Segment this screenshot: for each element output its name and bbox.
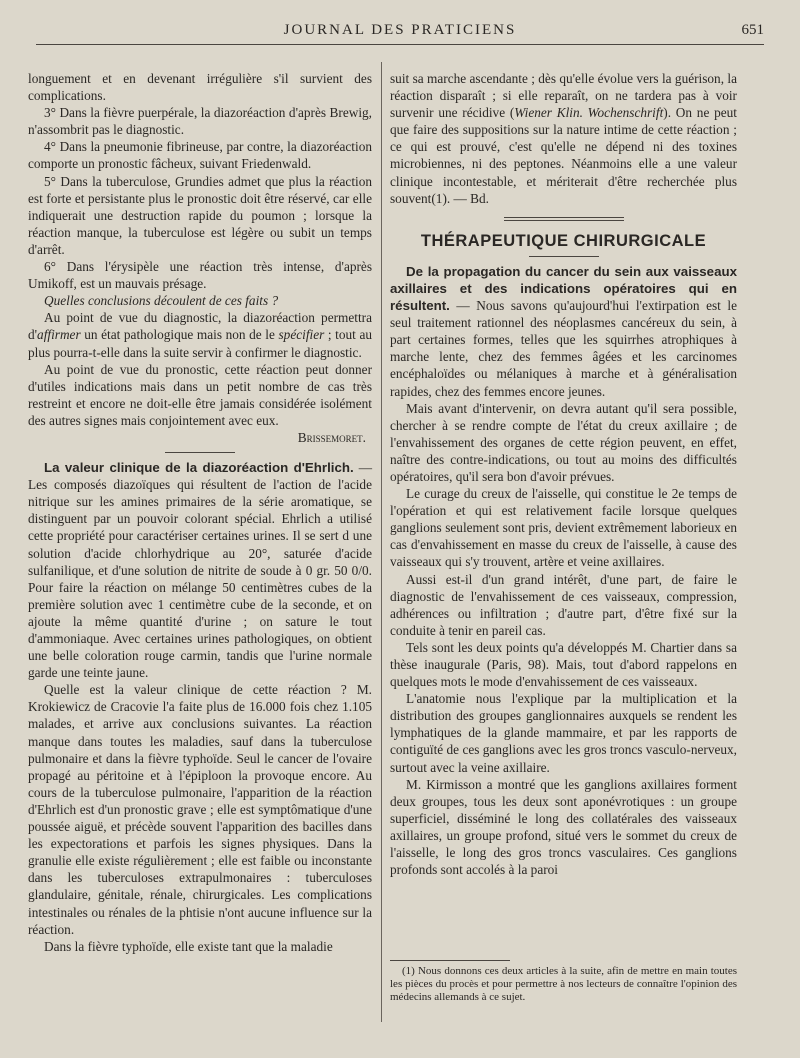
text: — Les composés diazoïques qui résultent de l'action de l'acide nitrique sur les amines primaires de la série aromatique, se distinguent par un pouvoir colorant spécial. Ehrlich a utilisé cette propriété pour caractériser certaines urines. Il se sert d une solution d'acide chlorhydrique au 20°, saturée d'acide sulfanilique, et d'une solution de nitrite de soude à 0 gr. 50 0/0. Pour faire la réaction on mélange 50 centimètres cubes de la première solution avec 1 centimètre cube de la seconde, et on ajoute la même quantité d'urine ; on sature le tout d'ammoniaque. Avec certaines urines pathologiques, on obtient une belle coloration rouge carmin, tandis que l'urine normale garde une teinte jaune. (28, 460, 372, 681)
author-signature: Brissemoret. (297, 429, 366, 445)
text: un état pathologique mais non de le (80, 327, 279, 343)
paragraph: Tels sont les deux points qu'a développés M. Chartier dans sa thèse inaugurale (Paris, 98). Mais, tout d'abord rappelons en quelques mots le mode d'envahissement de ces vaisseaux. (390, 639, 737, 690)
paragraph: M. Kirmisson a montré que les ganglions axillaires forment deux groupes, tous les deux sont aponévrotiques : un groupe superficiel, disséminé le long des collatérales des vaisseaux axillaires, un groupe profond, situé vers le sommet du creux de l'aisselle, le long des gros troncs vasculaires. Ces ganglions profonds sont accolés à la paroi (390, 776, 737, 878)
paragraph: 4° Dans la pneumonie fibrineuse, par contre, la diazoréaction comporte un pronostic fâcheux, suivant Friedenwald. (28, 139, 372, 172)
footnote (390, 965, 737, 1005)
paragraph: Aussi est-il d'un grand intérêt, d'une part, de faire le diagnostic de l'envahissement de ces vaisseaux, compression, adhérences ou infiltration ; d'autre part, d'être fixé sur la conduite à tenir en pareil cas. (390, 571, 737, 638)
right-column (390, 70, 737, 878)
text: ). On ne peut que faire des suppositions sur la nature intime de cette réaction ; ce qui est prouvé, c'est qu'elle ne dépend ni des toxines microbiennes, ni des peptones. Néanmoins elle a une valeur clinique incontestable, et mériterait d'être recherchée plus souvent(1). — Bd. (390, 105, 737, 206)
text: suit sa marche ascendante ; dès qu'elle évolue vers la guérison, la réaction disparaît ; si elle reparaît, on ne tardera pas à voir survenir une récidive ( (390, 71, 737, 121)
left-column (28, 70, 372, 955)
emphasis: spécifier (278, 327, 325, 343)
paragraph: Au point de vue du pronostic, cette réaction peut donner d'utiles indications mais dans un petit nombre de cas très restreint et encore ne doit-elle être jamais considérée isolément des autres signes mais conjointement avec eux. (28, 361, 372, 428)
paragraph: Dans la fièvre typhoïde, elle existe tant que la maladie (44, 938, 333, 954)
page-number: 651 (741, 22, 764, 38)
text: — Nous savons qu'aujourd'hui l'extirpation est le seul traitement rationnel des néoplasmes cancéreux du sein, à part certaines formes, telles que les squirrhes atrophiques à marche lente, chez des femmes âgées et les carcinomes encéphaloïdes ou mélaniques à marche et à généralisation rapides, chez des femmes encore jeunes. (390, 298, 737, 399)
footnote-rule (390, 960, 510, 961)
paragraph (390, 70, 737, 207)
paragraph: longuement et en devenant irrégulière s'il survient des complications. (28, 71, 372, 104)
journal-title: JOURNAL DES PRATICIENS (283, 22, 517, 38)
text: ; tout au plus pourra-t-elle dans la suite servir à confirmer le diagnostic. (28, 327, 373, 360)
paragraph: Quelle est la valeur clinique de cette réaction ? M. Krokiewicz de Cracovie l'a faite plus de 16.000 fois chez 1.105 malades, et arrive aux conclusions suivantes. La réaction manque dans toutes les maladies, sauf dans la tuberculose pulmonaire et dans la fièvre typhoïde. Seul le cancer de l'ovaire propagé au péritoine et à l'épiploon la provoque encore. Au cours de la tuberculose pulmonaire, l'apparition de la réaction d'Ehrlich est d'un pronostic grave ; elle est symptômatique d'une poussée aiguë, et précède souvent l'apparition des bacilles dans les expectorations et parfois les signes physiques. Dans la granulie elle existe régulièrement ; elle est faible ou inconstante dans les tuberculoses extrapulmonaires : tuberculoses glandulaire, génitale, rénale, chirurgicales. Les complications intestinales ou rénales de la phtisie n'ont aucune influence sur la réaction. (28, 682, 372, 937)
column-divider (381, 62, 382, 1022)
text: Au point de vue du diagnostic, la diazoréaction permettra d' (28, 310, 372, 343)
paragraph: Mais avant d'intervenir, on devra autant qu'il sera possible, chercher à se rendre compte de l'état du creux axillaire ; de l'envahissement des organes de cette région peuvent, en effet, naître des contre-indications, ou tout au moins des difficultés opératoires, qu'il sera bon d'avoir prévues. (390, 400, 737, 484)
double-rule (504, 217, 624, 221)
footnote-text: (1) Nous donnons ces deux articles à la suite, afin de mettre en main toutes les pièces du procès et pour permettre à nos lecteurs de connaître l'opinion des médecins allemands à ce sujet. (390, 965, 737, 1004)
section-title: THÉRAPEUTIQUE CHIRURGICALE (420, 231, 707, 250)
running-header (36, 22, 764, 45)
article-title: De la propagation du cancer du sein aux vaisseaux axillaires et des indications opératoires qui en résultent. (390, 263, 737, 314)
separator-rule (165, 452, 235, 453)
paragraph: 6° Dans l'érysipèle une réaction très intense, d'après Umikoff, est un mauvais présage. (28, 259, 372, 292)
paragraph: 5° Dans la tuberculose, Grundies admet que plus la réaction est forte et persistante plus le pronostic doit être réservé, car elle indiquerait une destruction rapide du poumon ; lorsque la réaction manque, la tuberculose est légère ou subit un temps d'arrêt. (28, 173, 372, 257)
separator-rule (529, 256, 599, 257)
paragraph: 3° Dans la fièvre puerpérale, la diazoréaction d'après Brewig, n'assombrit pas le diagnostic. (28, 105, 372, 138)
question-heading: Quelles conclusions découlent de ces faits ? (44, 293, 279, 309)
article-title: La valeur clinique de la diazoréaction d'Ehrlich. (44, 460, 354, 476)
paragraph (28, 309, 372, 360)
paragraph: Le curage du creux de l'aisselle, qui constitue le 2e temps de l'opération et qui est relativement facile lorsque quelques ganglions seulement sont pris, devient extrêmement laborieux en cas d'envahissement en masse du creux de l'aisselle, à cause des vaisseaux qui s'y trouvent, artère et veine axillaires. (390, 486, 737, 570)
emphasis: Wiener Klin. Wochenschrift (514, 105, 664, 121)
paragraph: L'anatomie nous l'explique par la multiplication et la distribution des groupes ganglionnaires auxquels se rendent les lymphatiques de la glande mammaire, et par les rapports de contiguïté de ces ganglions avec les gros troncs vasculo-nerveux, surtout avec la veine axillaire. (390, 691, 737, 775)
paragraph (28, 459, 372, 681)
paragraph (390, 263, 737, 400)
emphasis: affirmer (37, 327, 81, 343)
